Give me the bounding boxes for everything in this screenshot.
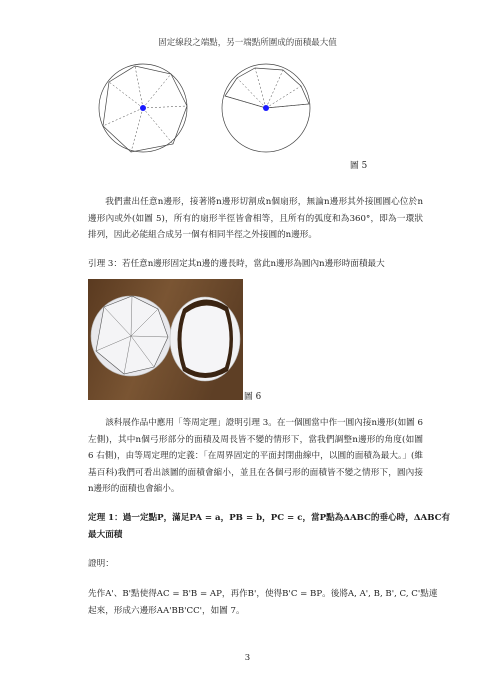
figure-5-diagram	[95, 60, 315, 160]
paragraph-3-line-1: 先作A'、B'點使得AC = B'B = AP，再作B'，使得B'C = BP。後將A, A', B, B', C, C'點連	[88, 589, 438, 599]
figure-6-photo	[88, 279, 243, 400]
figure-5-caption: 圖 5	[350, 161, 368, 171]
figure-6-illustration	[88, 279, 243, 400]
figure-6-caption: 圖 6	[244, 392, 262, 402]
proof-label: 證明：	[88, 559, 114, 569]
lemma-3: 引理 3：若任意n邊形固定其n邊的邊長時，當此n邊形為圓內n邊形時面積最大	[88, 259, 385, 269]
page-header: 固定線段之端點，另一端點所圍成的面積最大值	[158, 38, 337, 48]
paragraph-3-line-2: 起來，形成六邊形AA'BB'CC'，如圖 7。	[88, 606, 245, 616]
page-number: 3	[244, 653, 251, 663]
paragraph-1: 我們畫出任意n邊形，接著將n邊形切割成n個扇形，無論n邊形其外接圓圓心位於n邊形內或外(如圖 5)，所有的扇形半徑皆會相等，且所有的弧度和為360°，即為一環狀排列，因此必能組合成另一個有相同半徑之外接圓的n邊形。	[88, 197, 423, 240]
theorem-1-line-2: 最大面積	[88, 530, 123, 540]
right-center-dot	[263, 105, 269, 111]
left-center-dot	[140, 105, 146, 111]
theorem-1-line-1: 定理 1：過一定點P，滿足PA = a，PB = b，PC = c，當P點為ΔABC的垂心時，ΔABC有	[88, 513, 451, 523]
paragraph-2: 該科展作品中應用「等周定理」證明引理 3。在一個圓當中作一圓內接n邊形(如圖 6 左側)，其中n個弓形部分的面積及周長皆不變的情形下，當我們調整n邊形的角度(如圖 6 右側)，由等周定理的定義：「在周界固定的平面封閉曲線中，以圓的面積為最大。」(維基百科)我們可看出該圖的面積會縮小，並且在各個弓形的面積皆不變之情形下，圓內接n邊形的面積也會縮小。	[88, 418, 423, 494]
